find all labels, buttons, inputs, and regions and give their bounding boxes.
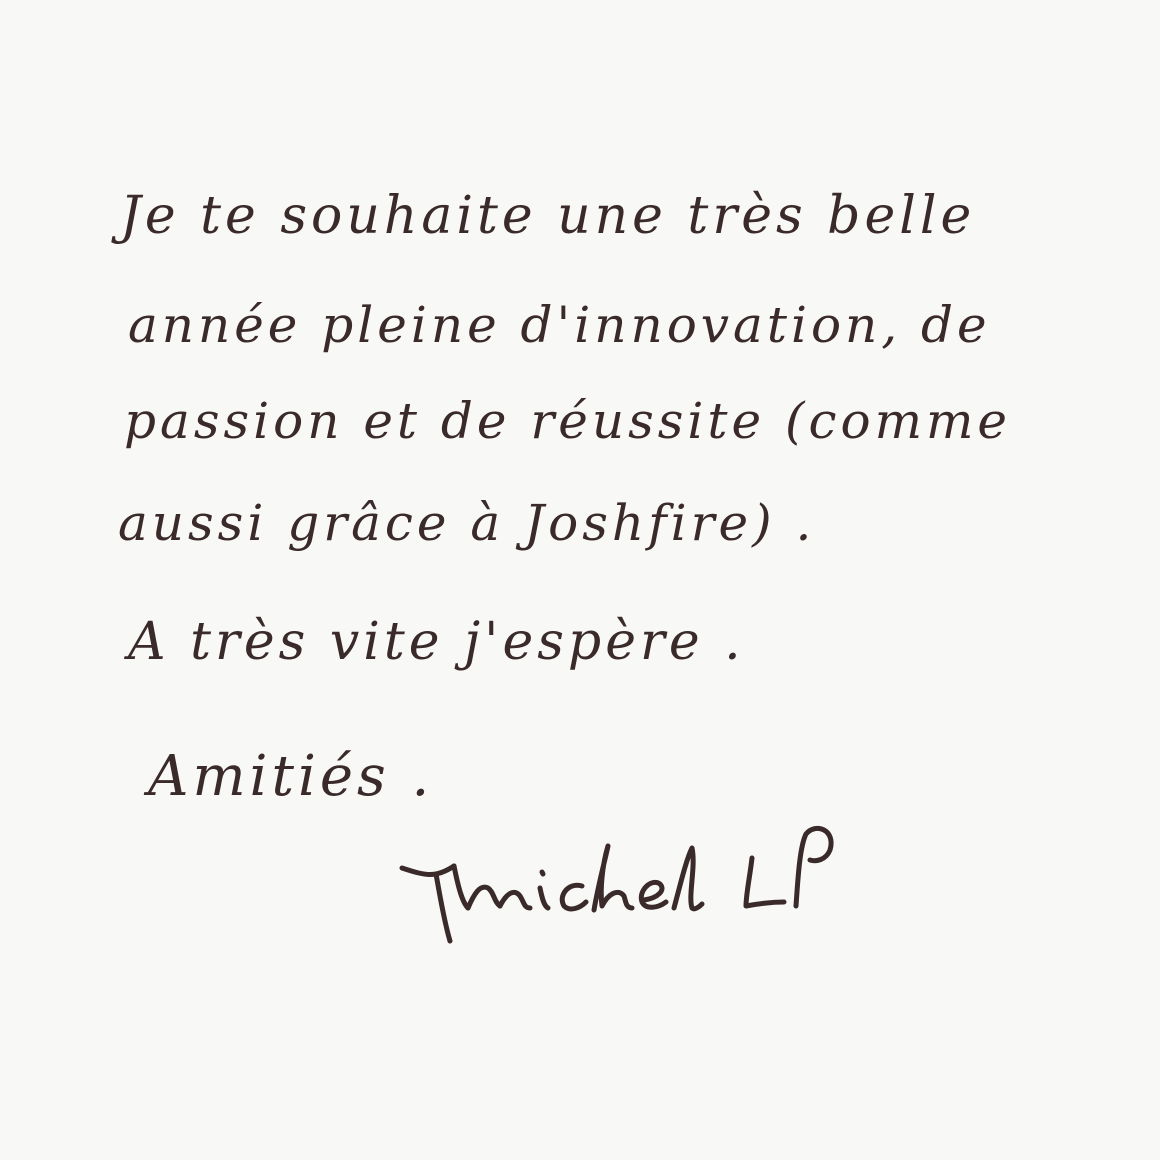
letter-line-2: année pleine d'innovation, de (128, 296, 991, 354)
letter-line-4: aussi grâce à Joshfire) . (118, 494, 816, 552)
letter-line-5: A très vite j'espère . (128, 612, 745, 672)
closing-line: Amitiés . (148, 744, 434, 809)
letter-line-1: Je te souhaite une très belle (120, 186, 976, 246)
handwritten-signature (396, 806, 856, 956)
letter-line-3: passion et de réussite (comme (124, 392, 1011, 450)
